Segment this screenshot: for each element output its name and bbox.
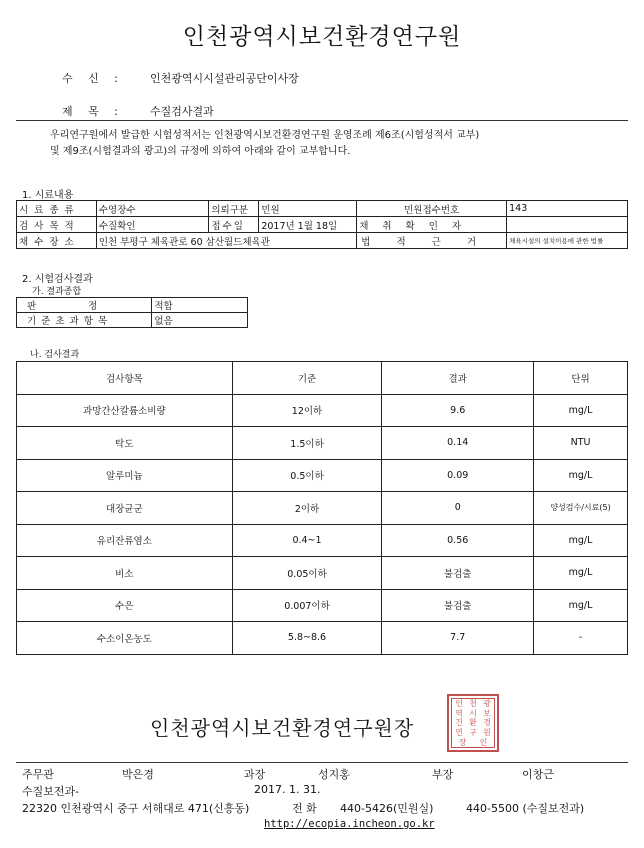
seal-glyph: 역 — [455, 708, 463, 718]
seal-glyph: 시 — [469, 708, 477, 718]
result-item: 비소 — [17, 557, 233, 590]
sample-info-table — [16, 200, 628, 249]
result-value: 0 — [382, 492, 534, 525]
summary-title: 가. 결과종합 — [32, 287, 82, 297]
result-standard: 0.4~1 — [232, 524, 382, 557]
result-unit: mg/L — [534, 557, 628, 590]
result-value: 0.09 — [382, 459, 534, 492]
intro-line-2: 및 제9조(시험결과의 광고)의 규정에 의하여 아래와 같이 교부합니다. — [50, 146, 351, 157]
sample-type-value: 수영장수 — [96, 201, 209, 217]
received-date-value: 2017년 1월 18일 — [259, 217, 357, 233]
website-link[interactable]: http://ecopia.incheon.go.kr — [264, 818, 435, 830]
seal-glyph: 광 — [483, 699, 491, 709]
seal-glyph: 건 — [455, 718, 463, 728]
intro-line-1: 우리연구원에서 발급한 시험성적서는 인천광역시보건환경연구원 운영조례 제6조(시험성적서 교부) — [50, 130, 480, 141]
judgment-label: 판정 — [17, 298, 152, 313]
seal-glyph: 환 — [469, 718, 477, 728]
seal-frame — [451, 698, 495, 748]
director-label: 부장 — [432, 768, 454, 781]
seal-glyph: 천 — [469, 699, 477, 709]
phone-water-dept: 440-5500 (수질보전과) — [466, 802, 585, 815]
table-row — [17, 492, 628, 525]
result-unit: mg/L — [534, 524, 628, 557]
phone-complaints: 440-5426(민원실) — [340, 802, 434, 815]
judgment-value: 적합 — [152, 298, 248, 313]
header-unit: 단위 — [534, 362, 628, 395]
header-result: 결과 — [382, 362, 534, 395]
document-title: 인천광역시보건환경연구원 — [182, 24, 462, 50]
legal-basis-label: 법적근거 — [357, 233, 507, 249]
dept-code: 수질보전과- — [22, 785, 80, 798]
result-item: 수은 — [17, 589, 233, 622]
result-item: 대장균군 — [17, 492, 233, 525]
chief-label: 과장 — [244, 768, 266, 781]
result-item: 유리잔류염소 — [17, 524, 233, 557]
header-standard: 기준 — [232, 362, 382, 395]
receipt-no-label: 민원접수번호 — [357, 201, 507, 217]
table-row — [17, 394, 628, 427]
exceed-value: 없음 — [152, 313, 248, 328]
result-item: 알루미늄 — [17, 459, 233, 492]
results-header-row — [17, 362, 628, 395]
recipient-label: 수 신 : — [62, 72, 124, 85]
result-standard: 5.8~8.6 — [232, 622, 382, 655]
officer-label: 주무관 — [22, 768, 54, 781]
chief-name: 성지홍 — [318, 768, 350, 781]
result-item: 수소이온농도 — [17, 622, 233, 655]
table-row — [17, 557, 628, 590]
result-standard: 0.007이하 — [232, 589, 382, 622]
result-value: 7.7 — [382, 622, 534, 655]
result-value: 0.56 — [382, 524, 534, 557]
legal-basis-value: 체육시설의 설치이용에 관한 법률 — [507, 233, 628, 249]
official-seal-icon — [447, 694, 499, 752]
collector-value — [507, 217, 628, 233]
address: 22320 인천광역시 중구 서해대로 471(신흥동) — [22, 802, 250, 815]
header-divider — [16, 120, 628, 121]
section-2-title: 2. 시험검사결과 — [22, 274, 93, 285]
seal-glyph: 경 — [483, 718, 491, 728]
table-row — [17, 201, 628, 217]
location-label: 채수장소 — [17, 233, 97, 249]
seal-glyph: 보 — [483, 708, 491, 718]
result-unit: NTU — [534, 427, 628, 460]
result-unit: 양성검수/시료(5) — [534, 492, 628, 525]
phone-label: 전 화 — [292, 802, 317, 815]
table-row — [17, 524, 628, 557]
table-row — [17, 313, 248, 328]
sample-type-label: 시료종류 — [17, 201, 97, 217]
seal-glyph: 연 — [455, 728, 463, 738]
table-row — [17, 459, 628, 492]
section-1-title: 1. 시료내용 — [22, 190, 74, 201]
result-value: 불검출 — [382, 557, 534, 590]
table-row — [17, 427, 628, 460]
intro-text — [50, 128, 610, 160]
table-row — [17, 233, 628, 249]
table-row — [17, 217, 628, 233]
result-standard: 2이하 — [232, 492, 382, 525]
requester-type-label: 의뢰구분 — [209, 201, 259, 217]
result-unit: mg/L — [534, 459, 628, 492]
location-value: 인천 부평구 체육관로 60 삼산월드체육관 — [96, 233, 356, 249]
purpose-label: 검사목적 — [17, 217, 97, 233]
result-value: 0.14 — [382, 427, 534, 460]
receipt-no-value: 143 — [507, 201, 628, 217]
table-row — [17, 298, 248, 313]
subject-label: 제 목 : — [62, 105, 124, 118]
seal-glyph: 인 — [479, 737, 488, 747]
seal-glyph: 원 — [483, 728, 491, 738]
result-item: 탁도 — [17, 427, 233, 460]
result-value: 불검출 — [382, 589, 534, 622]
header-item: 검사항목 — [17, 362, 233, 395]
officer-name: 박은경 — [122, 768, 154, 781]
requester-type-value: 민원 — [259, 201, 357, 217]
collector-label: 채취확인자 — [357, 217, 507, 233]
table-row — [17, 589, 628, 622]
exceed-label: 기준초과항목 — [17, 313, 152, 328]
director-name: 이창근 — [522, 768, 554, 781]
seal-glyph: 구 — [469, 728, 477, 738]
result-standard: 12이하 — [232, 394, 382, 427]
result-standard: 1.5이하 — [232, 427, 382, 460]
result-standard: 0.05이하 — [232, 557, 382, 590]
detail-title: 나. 검사결과 — [30, 350, 80, 360]
summary-table — [16, 297, 248, 328]
result-unit: mg/L — [534, 394, 628, 427]
result-value: 9.6 — [382, 394, 534, 427]
table-row — [17, 622, 628, 655]
seal-glyph: 인 — [455, 699, 463, 709]
results-table — [16, 361, 628, 655]
result-item: 과망간산칼륨소비량 — [17, 394, 233, 427]
subject-value: 수질검사결과 — [150, 105, 214, 118]
seal-glyph: 장 — [458, 737, 467, 747]
purpose-value: 수질확인 — [96, 217, 209, 233]
result-unit: - — [534, 622, 628, 655]
result-standard: 0.5이하 — [232, 459, 382, 492]
issuer-name: 인천광역시보건환경연구원장 — [150, 716, 415, 740]
result-unit: mg/L — [534, 589, 628, 622]
issue-date: 2017. 1. 31. — [254, 783, 321, 796]
recipient-value: 인천광역시시설관리공단이사장 — [150, 72, 299, 85]
footer-divider — [16, 762, 628, 763]
received-date-label: 접수일 — [209, 217, 259, 233]
